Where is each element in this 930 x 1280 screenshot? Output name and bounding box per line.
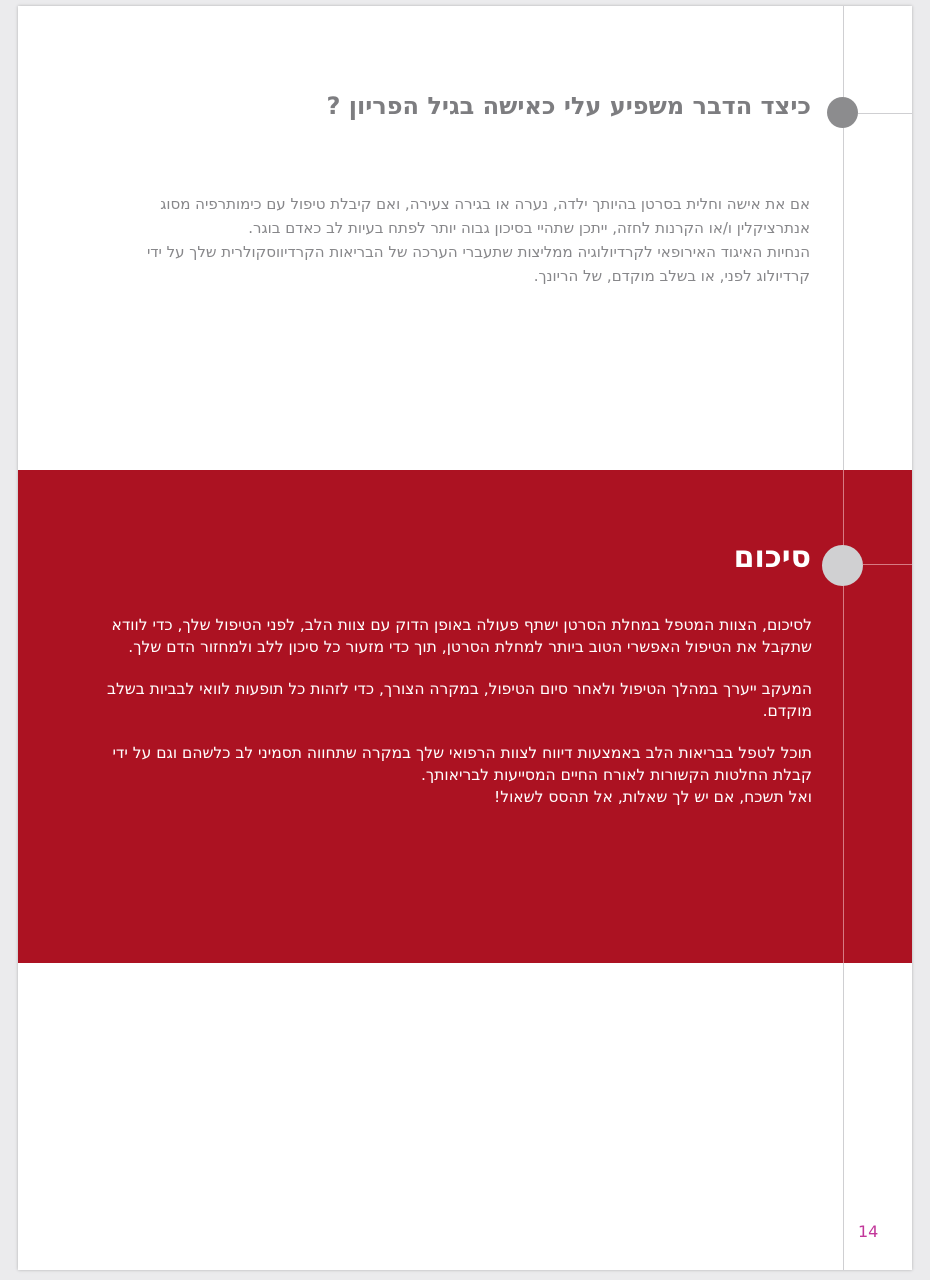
heading-connector-line: [863, 564, 912, 565]
page-number: 14: [858, 1222, 879, 1241]
heading-connector-line: [858, 113, 912, 114]
document-page: [18, 6, 912, 1270]
paragraph: הנחיות האיגוד האירופאי לקרדיולוגיה ממליצות שתעברי הערכה של הבריאות הקרדיווסקולרית שלך על ידי קרדיולוג לפני, או בשלב מוקדם, של הריונך.: [146, 243, 810, 285]
margin-vertical-line: [843, 470, 844, 963]
section-body-summary: [78, 614, 812, 808]
section-heading-summary: סיכום: [733, 540, 811, 575]
paragraph: לסיכום, הצוות המטפל במחלת הסרטן ישתף פעולה באופן הדוק עם צוות הלב, לפני הטיפול שלך, כדי לוודא שתקבל את הטיפול האפשרי הטוב ביותר למחלת הסרטן, תוך כדי מזעור כל סיכון ללב ולמחזור הדם שלך.: [111, 616, 812, 656]
paragraph: המעקב ייערך במהלך הטיפול ולאחר סיום הטיפול, במקרה הצורך, כדי לזהות כל תופעות לוואי לבביות בשלב מוקדם.: [107, 680, 812, 720]
summary-band: [18, 470, 912, 963]
section-bullet-dot: [827, 97, 858, 128]
section-bullet-dot: [822, 545, 863, 586]
section-heading-fertility: כיצד הדבר משפיע עלי כאישה בגיל הפריון ?: [326, 92, 811, 120]
paragraph: ואל תשכח, אם יש לך שאלות, אל תהסס לשאול!: [494, 788, 812, 806]
paragraph: אם את אישה וחלית בסרטן בהיותך ילדה, נערה או בגירה צעירה, ואם קיבלת טיפול עם כימותרפיה מסוג אנתרציקלין ו/או הקרנות לחזה, ייתכן שתהיי בסיכון גבוה יותר לפתח בעיות לב כאדם בוגר.: [160, 195, 810, 237]
section-body-fertility: [98, 192, 810, 288]
paragraph: תוכל לטפל בבריאות הלב באמצעות דיווח לצוות הרפואי שלך במקרה שתחווה תסמיני לב כלשהם וגם על ידי קבלת החלטות הקשורות לאורח החיים המסייעות לבריאותך.: [112, 744, 812, 784]
